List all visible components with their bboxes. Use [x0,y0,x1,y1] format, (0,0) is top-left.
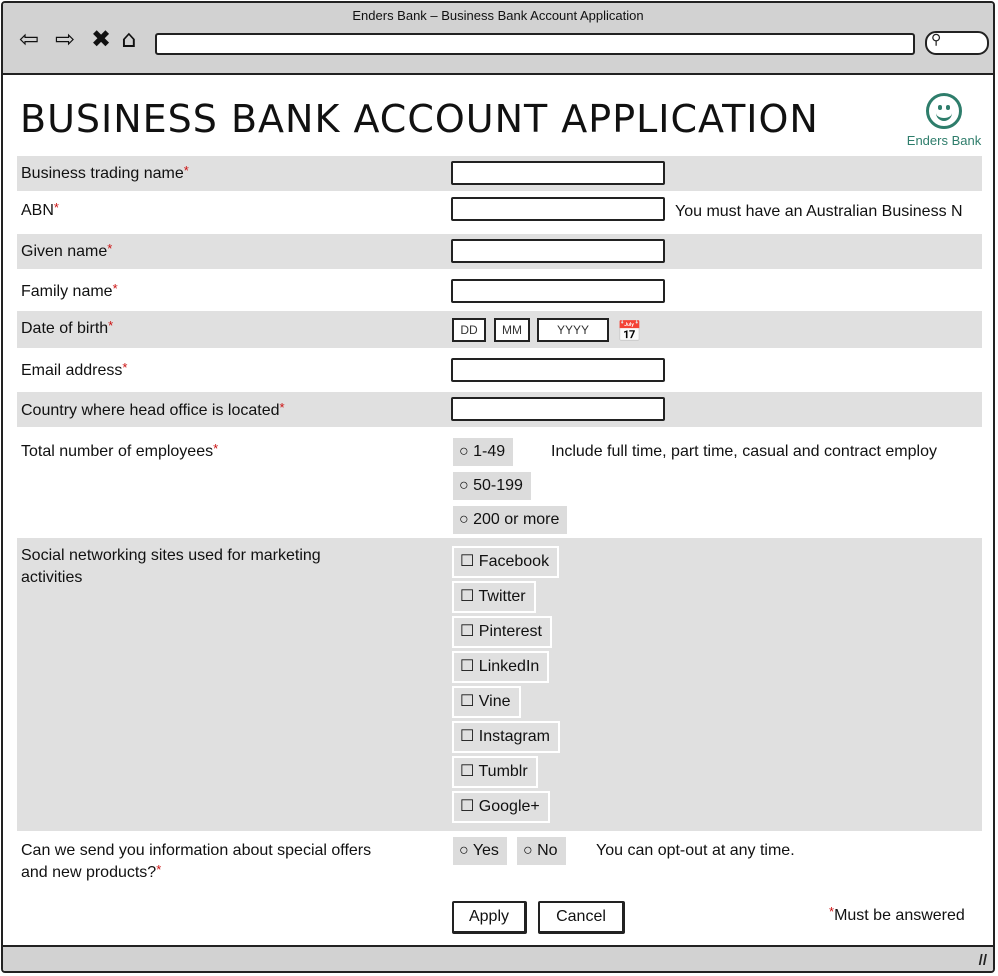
abn-help-text: You must have an Australian Business N [675,203,963,220]
apply-button[interactable]: Apply [452,901,527,934]
social-checkbox-instagram[interactable]: ☐ Instagram [452,721,560,753]
search-icon: ⚲ [931,31,942,47]
browser-window [1,1,995,973]
country-input[interactable] [451,397,665,421]
employees-option-1-49[interactable]: ○ 1-49 [453,438,513,466]
social-checkbox-facebook[interactable]: ☐ Facebook [452,546,559,578]
employees-option-50-199[interactable]: ○ 50-199 [453,472,531,500]
social-checkbox-tumblr[interactable]: ☐ Tumblr [452,756,538,788]
calendar-icon[interactable]: 📅 [617,319,642,343]
family-name-input[interactable] [451,279,665,303]
required-legend: *Must be answered [829,904,965,924]
social-checkbox-linkedin[interactable]: ☐ LinkedIn [452,651,549,683]
email-label: Email address* [21,360,128,379]
smiley-icon [926,93,962,129]
family-name-label: Family name* [21,281,118,300]
page-content [3,75,993,947]
close-icon[interactable]: ✖ [90,25,112,53]
social-checkbox-googleplus[interactable]: ☐ Google+ [452,791,550,823]
offers-option-no[interactable]: ○ No [517,837,566,865]
given-name-label: Given name* [21,241,113,260]
employees-help-text: Include full time, part time, casual and contract employ [551,443,937,460]
resize-grip-icon[interactable]: // [978,952,987,969]
dob-month-input[interactable]: MM [494,318,530,342]
social-label: Social networking sites used for marketing activities [21,547,321,586]
abn-input[interactable] [451,197,665,221]
logo-text: Enders Bank [906,133,982,148]
address-bar[interactable] [155,33,915,55]
dob-year-input[interactable]: YYYY [537,318,609,342]
cancel-button[interactable]: Cancel [538,901,625,934]
social-checkbox-pinterest[interactable]: ☐ Pinterest [452,616,552,648]
social-checkbox-twitter[interactable]: ☐ Twitter [452,581,536,613]
date-of-birth-label: Date of birth* [21,318,114,337]
browser-statusbar [3,945,993,971]
business-trading-name-input[interactable] [451,161,665,185]
offers-label: Can we send you information about special offers and new products?* [21,842,372,881]
bank-logo [901,93,987,148]
window-title: Enders Bank – Business Bank Account Application [352,8,644,23]
business-trading-name-label: Business trading name* [21,163,189,182]
offers-option-yes[interactable]: ○ Yes [453,837,507,865]
page-title: BUSINESS BANK ACCOUNT APPLICATION [20,97,819,141]
home-icon[interactable]: ⌂ [121,25,137,53]
email-input[interactable] [451,358,665,382]
browser-search-box[interactable] [925,31,989,55]
forward-arrow-icon[interactable]: ⇨ [54,25,76,53]
given-name-input[interactable] [451,239,665,263]
dob-day-input[interactable]: DD [452,318,486,342]
employees-option-200-plus[interactable]: ○ 200 or more [453,506,567,534]
social-checkbox-vine[interactable]: ☐ Vine [452,686,521,718]
employees-label: Total number of employees* [21,441,219,460]
browser-titlebar [3,3,993,75]
country-label: Country where head office is located* [21,400,285,419]
back-arrow-icon[interactable]: ⇦ [18,25,40,53]
abn-label: ABN* [21,200,59,219]
offers-help-text: You can opt-out at any time. [596,842,795,859]
